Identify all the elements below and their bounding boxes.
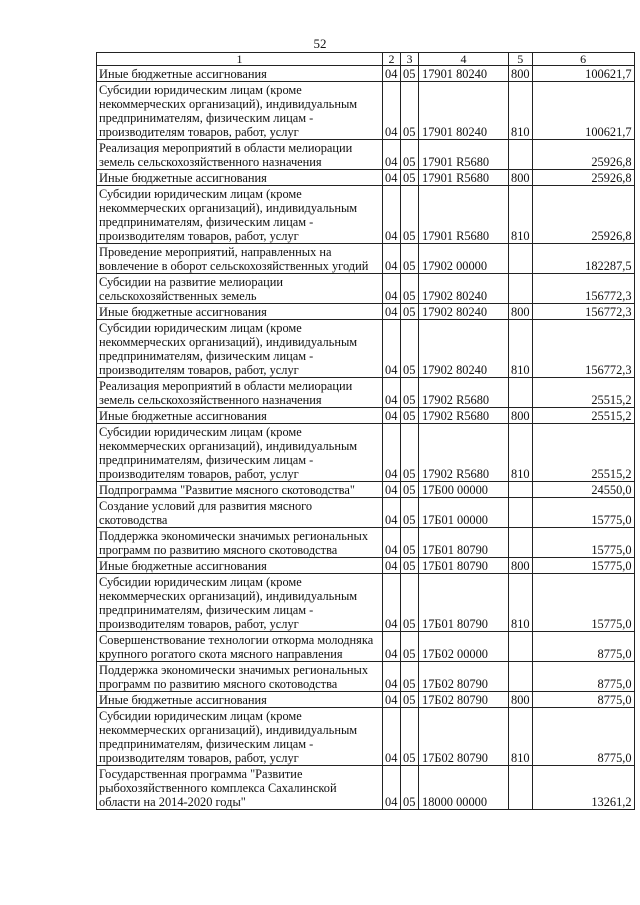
row-subsection-cell: 05 <box>401 766 419 810</box>
row-expense-type-cell: 800 <box>509 304 533 320</box>
row-subsection-cell: 05 <box>401 424 419 482</box>
row-expense-type-cell <box>509 662 533 692</box>
row-section-cell: 04 <box>383 632 401 662</box>
row-amount-cell: 15775,0 <box>532 528 634 558</box>
row-section-cell: 04 <box>383 320 401 378</box>
table-row <box>97 692 635 708</box>
row-subsection-cell: 05 <box>401 320 419 378</box>
row-target-article-cell: 18000 00000 <box>419 766 509 810</box>
row-name-cell: Субсидии юридическим лицам (кроме некоммерческих организаций), индивидуальным предпринимателям, физическим лицам - производителям товаров, работ, услуг <box>97 574 383 632</box>
row-name-cell: Поддержка экономически значимых региональных программ по развитию мясного скотоводства <box>97 662 383 692</box>
row-section-cell: 04 <box>383 574 401 632</box>
row-subsection-cell: 05 <box>401 378 419 408</box>
table-row <box>97 320 635 378</box>
row-target-article-cell: 17Б02 80790 <box>419 708 509 766</box>
table-row <box>97 66 635 82</box>
row-target-article-cell: 17Б01 80790 <box>419 574 509 632</box>
row-amount-cell: 8775,0 <box>532 708 634 766</box>
row-amount-cell: 15775,0 <box>532 574 634 632</box>
table-row <box>97 574 635 632</box>
row-subsection-cell: 05 <box>401 274 419 304</box>
table-row <box>97 528 635 558</box>
budget-table <box>96 52 635 810</box>
row-expense-type-cell <box>509 632 533 662</box>
row-target-article-cell: 17902 R5680 <box>419 424 509 482</box>
row-subsection-cell: 05 <box>401 66 419 82</box>
row-amount-cell: 15775,0 <box>532 558 634 574</box>
row-name-cell: Совершенствование технологии откорма молодняка крупного рогатого скота мясного направления <box>97 632 383 662</box>
row-target-article-cell: 17901 R5680 <box>419 170 509 186</box>
row-section-cell: 04 <box>383 558 401 574</box>
table-row <box>97 378 635 408</box>
row-amount-cell: 25926,8 <box>532 140 634 170</box>
row-name-cell: Реализация мероприятий в области мелиорации земель сельскохозяйственного назначения <box>97 378 383 408</box>
row-subsection-cell: 05 <box>401 558 419 574</box>
row-section-cell: 04 <box>383 140 401 170</box>
row-subsection-cell: 05 <box>401 408 419 424</box>
row-amount-cell: 8775,0 <box>532 632 634 662</box>
row-amount-cell: 156772,3 <box>532 320 634 378</box>
row-name-cell: Субсидии на развитие мелиорации сельскохозяйственных земель <box>97 274 383 304</box>
row-expense-type-cell: 810 <box>509 320 533 378</box>
row-target-article-cell: 17902 80240 <box>419 274 509 304</box>
row-subsection-cell: 05 <box>401 82 419 140</box>
table-row <box>97 662 635 692</box>
row-target-article-cell: 17902 80240 <box>419 320 509 378</box>
column-header: 1 <box>97 53 383 66</box>
row-subsection-cell: 05 <box>401 632 419 662</box>
row-amount-cell: 25515,2 <box>532 408 634 424</box>
row-subsection-cell: 05 <box>401 692 419 708</box>
row-name-cell: Субсидии юридическим лицам (кроме некоммерческих организаций), индивидуальным предпринимателям, физическим лицам - производителям товаров, работ, услуг <box>97 320 383 378</box>
row-amount-cell: 156772,3 <box>532 274 634 304</box>
row-target-article-cell: 17902 R5680 <box>419 378 509 408</box>
row-name-cell: Проведение мероприятий, направленных на вовлечение в оборот сельскохозяйственных угодий <box>97 244 383 274</box>
row-name-cell: Государственная программа "Развитие рыбохозяйственного комплекса Сахалинской области на 2014-2020 годы" <box>97 766 383 810</box>
row-section-cell: 04 <box>383 662 401 692</box>
row-expense-type-cell <box>509 528 533 558</box>
row-expense-type-cell: 810 <box>509 424 533 482</box>
row-section-cell: 04 <box>383 82 401 140</box>
row-subsection-cell: 05 <box>401 498 419 528</box>
table-row <box>97 170 635 186</box>
row-expense-type-cell: 810 <box>509 186 533 244</box>
row-name-cell: Иные бюджетные ассигнования <box>97 304 383 320</box>
row-amount-cell: 25926,8 <box>532 170 634 186</box>
row-target-article-cell: 17901 80240 <box>419 82 509 140</box>
row-target-article-cell: 17901 R5680 <box>419 140 509 170</box>
row-target-article-cell: 17Б01 80790 <box>419 528 509 558</box>
row-amount-cell: 25515,2 <box>532 378 634 408</box>
row-expense-type-cell <box>509 378 533 408</box>
row-target-article-cell: 17902 00000 <box>419 244 509 274</box>
column-header: 3 <box>401 53 419 66</box>
row-expense-type-cell <box>509 482 533 498</box>
row-target-article-cell: 17Б00 00000 <box>419 482 509 498</box>
row-name-cell: Реализация мероприятий в области мелиорации земель сельскохозяйственного назначения <box>97 140 383 170</box>
row-section-cell: 04 <box>383 170 401 186</box>
row-section-cell: 04 <box>383 186 401 244</box>
table-row <box>97 408 635 424</box>
row-target-article-cell: 17Б02 80790 <box>419 692 509 708</box>
row-expense-type-cell <box>509 274 533 304</box>
row-section-cell: 04 <box>383 66 401 82</box>
row-target-article-cell: 17Б02 80790 <box>419 662 509 692</box>
row-subsection-cell: 05 <box>401 140 419 170</box>
row-target-article-cell: 17902 80240 <box>419 304 509 320</box>
table-row <box>97 244 635 274</box>
row-name-cell: Иные бюджетные ассигнования <box>97 66 383 82</box>
row-name-cell: Поддержка экономически значимых региональных программ по развитию мясного скотоводства <box>97 528 383 558</box>
row-subsection-cell: 05 <box>401 574 419 632</box>
row-target-article-cell: 17902 R5680 <box>419 408 509 424</box>
row-expense-type-cell <box>509 140 533 170</box>
row-amount-cell: 156772,3 <box>532 304 634 320</box>
row-section-cell: 04 <box>383 482 401 498</box>
table-row <box>97 766 635 810</box>
row-amount-cell: 24550,0 <box>532 482 634 498</box>
row-target-article-cell: 17901 80240 <box>419 66 509 82</box>
row-subsection-cell: 05 <box>401 528 419 558</box>
row-section-cell: 04 <box>383 692 401 708</box>
row-name-cell: Иные бюджетные ассигнования <box>97 692 383 708</box>
row-amount-cell: 182287,5 <box>532 244 634 274</box>
row-amount-cell: 15775,0 <box>532 498 634 528</box>
row-section-cell: 04 <box>383 498 401 528</box>
row-target-article-cell: 17901 R5680 <box>419 186 509 244</box>
table-row <box>97 498 635 528</box>
row-section-cell: 04 <box>383 424 401 482</box>
row-section-cell: 04 <box>383 304 401 320</box>
column-header: 5 <box>509 53 533 66</box>
column-header: 6 <box>532 53 634 66</box>
table-row <box>97 140 635 170</box>
row-section-cell: 04 <box>383 274 401 304</box>
row-name-cell: Создание условий для развития мясного скотоводства <box>97 498 383 528</box>
row-section-cell: 04 <box>383 244 401 274</box>
row-name-cell: Иные бюджетные ассигнования <box>97 170 383 186</box>
row-subsection-cell: 05 <box>401 708 419 766</box>
row-amount-cell: 100621,7 <box>532 82 634 140</box>
row-section-cell: 04 <box>383 766 401 810</box>
row-name-cell: Иные бюджетные ассигнования <box>97 558 383 574</box>
row-expense-type-cell: 800 <box>509 170 533 186</box>
row-expense-type-cell <box>509 766 533 810</box>
table-row <box>97 558 635 574</box>
row-subsection-cell: 05 <box>401 662 419 692</box>
row-expense-type-cell: 800 <box>509 66 533 82</box>
row-expense-type-cell: 810 <box>509 82 533 140</box>
row-section-cell: 04 <box>383 378 401 408</box>
row-target-article-cell: 17Б01 00000 <box>419 498 509 528</box>
table-row <box>97 186 635 244</box>
table-row <box>97 632 635 662</box>
row-expense-type-cell: 800 <box>509 408 533 424</box>
row-amount-cell: 8775,0 <box>532 692 634 708</box>
row-amount-cell: 100621,7 <box>532 66 634 82</box>
row-subsection-cell: 05 <box>401 244 419 274</box>
row-expense-type-cell <box>509 244 533 274</box>
column-header: 2 <box>383 53 401 66</box>
table-row <box>97 274 635 304</box>
row-subsection-cell: 05 <box>401 304 419 320</box>
table-header-row <box>97 53 635 66</box>
row-expense-type-cell: 800 <box>509 692 533 708</box>
row-target-article-cell: 17Б01 80790 <box>419 558 509 574</box>
row-section-cell: 04 <box>383 528 401 558</box>
row-name-cell: Субсидии юридическим лицам (кроме некоммерческих организаций), индивидуальным предпринимателям, физическим лицам - производителям товаров, работ, услуг <box>97 186 383 244</box>
table-row <box>97 708 635 766</box>
table-row <box>97 482 635 498</box>
column-header: 4 <box>419 53 509 66</box>
row-amount-cell: 25515,2 <box>532 424 634 482</box>
row-subsection-cell: 05 <box>401 482 419 498</box>
table-row <box>97 424 635 482</box>
page-number: 52 <box>313 36 327 51</box>
row-name-cell: Иные бюджетные ассигнования <box>97 408 383 424</box>
row-expense-type-cell: 810 <box>509 708 533 766</box>
row-name-cell: Субсидии юридическим лицам (кроме некоммерческих организаций), индивидуальным предпринимателям, физическим лицам - производителям товаров, работ, услуг <box>97 82 383 140</box>
row-amount-cell: 25926,8 <box>532 186 634 244</box>
table-row <box>97 82 635 140</box>
table-body <box>97 66 635 810</box>
table-row <box>97 304 635 320</box>
row-subsection-cell: 05 <box>401 186 419 244</box>
row-section-cell: 04 <box>383 708 401 766</box>
row-expense-type-cell: 800 <box>509 558 533 574</box>
row-expense-type-cell: 810 <box>509 574 533 632</box>
row-name-cell: Подпрограмма "Развитие мясного скотоводства" <box>97 482 383 498</box>
row-name-cell: Субсидии юридическим лицам (кроме некоммерческих организаций), индивидуальным предпринимателям, физическим лицам - производителям товаров, работ, услуг <box>97 424 383 482</box>
row-subsection-cell: 05 <box>401 170 419 186</box>
row-target-article-cell: 17Б02 00000 <box>419 632 509 662</box>
row-name-cell: Субсидии юридическим лицам (кроме некоммерческих организаций), индивидуальным предпринимателям, физическим лицам - производителям товаров, работ, услуг <box>97 708 383 766</box>
row-amount-cell: 13261,2 <box>532 766 634 810</box>
row-expense-type-cell <box>509 498 533 528</box>
row-section-cell: 04 <box>383 408 401 424</box>
row-amount-cell: 8775,0 <box>532 662 634 692</box>
